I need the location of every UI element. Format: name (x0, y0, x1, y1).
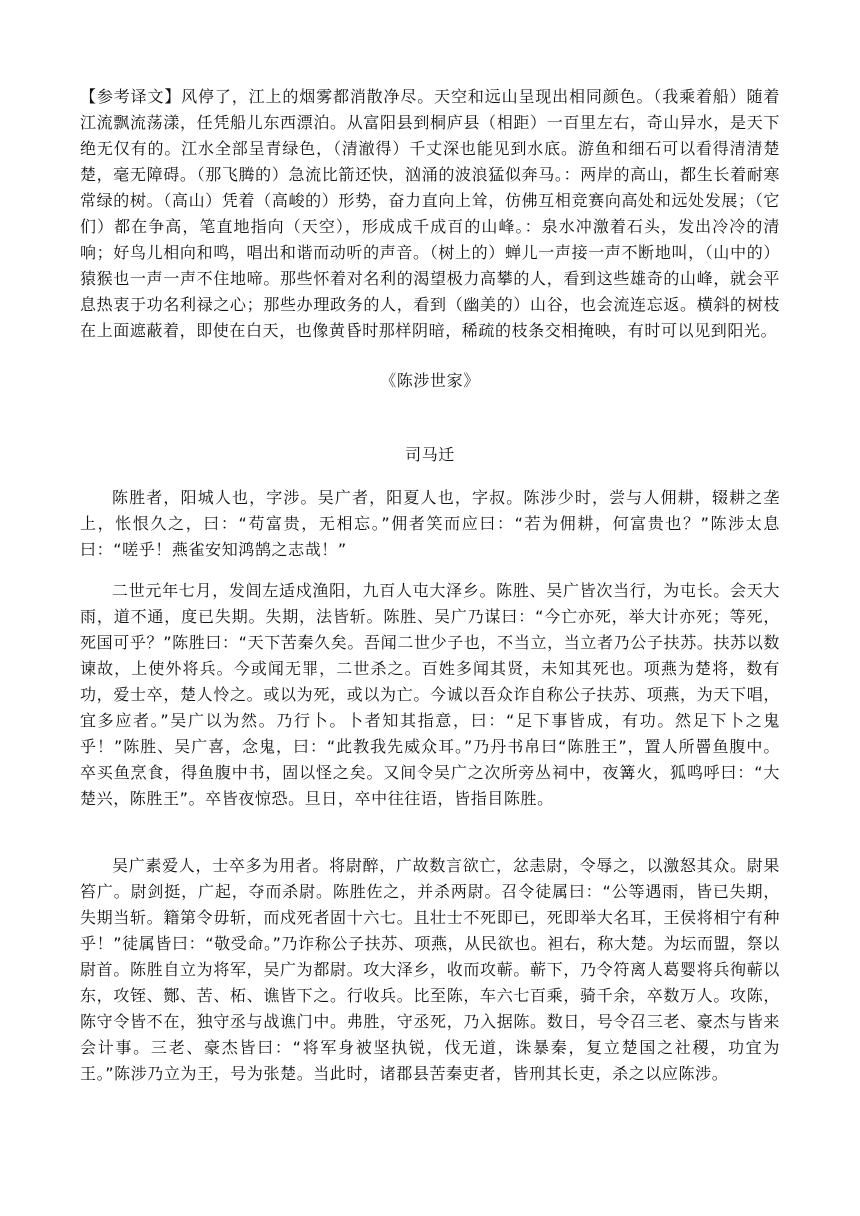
body-paragraph: 二世元年七月，发闾左适戍渔阳，九百人屯大泽乡。陈胜、吴广皆次当行，为屯长。会天大雨，道不通，度已失期。失期，法皆斩。陈胜、吴广乃谋曰：“今亡亦死，举大计亦死；等死，死国可乎？”陈胜曰：“天下苦秦久矣。吾闻二世少子也，不当立，当立者乃公子扶苏。扶苏以数谏故，上使外将兵。今或闻无罪，二世杀之。百姓多闻其贤，未知其死也。项燕为楚将，数有功，爱士卒，楚人怜之。或以为死，或以为亡。今诚以吾众诈自称公子扶苏、项燕，为天下唱，宜多应者。”吴广以为然。乃行卜。卜者知其指意，曰：“足下事皆成，有功。然足下卜之鬼乎！”陈胜、吴广喜，念鬼，曰：“此教我先威众耳。”乃丹书帛曰“陈胜王”，置人所罾鱼腹中。卒买鱼烹食，得鱼腹中书，固以怪之矣。又间令吴广之次所旁丛祠中，夜篝火，狐鸣呼曰：“大楚兴，陈胜王”。卒皆夜惊恐。旦日，卒中往往语，皆指目陈胜。 (80, 581, 780, 808)
body-paragraph: 陈胜者，阳城人也，字涉。吴广者，阳夏人也，字叔。陈涉少时，尝与人佣耕，辍耕之垄上，怅恨久之，曰：“苟富贵，无相忘。”佣者笑而应曰：“若为佣耕，何富贵也？”陈涉太息曰：“嗟乎！燕雀安知鸿鹄之志哉！” (80, 488, 780, 559)
body-paragraph: 吴广素爱人，士卒多为用者。将尉醉，广故数言欲亡，忿恚尉，令辱之，以激怒其众。尉果笞广。尉剑挺，广起，夺而杀尉。陈胜佐之，并杀两尉。召令徒属曰：“公等遇雨，皆已失期，失期当斩。籍第令毋斩，而戍死者固十六七。且壮士不死即已，死即举大名耳，王侯将相宁有种乎！”徒属皆曰：“敬受命。”乃诈称公子扶苏、项燕，从民欲也。袒右，称大楚。为坛而盟，祭以尉首。陈胜自立为将军，吴广为都尉。攻大泽乡，收而攻蕲。蕲下，乃令符离人葛婴将兵徇蕲以东，攻铚、酂、苦、柘、谯皆下之。行收兵。比至陈，车六七百乘，骑千余，卒数万人。攻陈，陈守令皆不在，独守丞与战谯门中。弗胜，守丞死，乃入据陈。数日，号令召三老、豪杰与皆来会计事。三老、豪杰皆曰：“将军身被坚执锐，伐无道，诛暴秦，复立楚国之社稷，功宜为王。”陈涉乃立为王，号为张楚。当此时，诸郡县苦秦吏者，皆刑其长吏，杀之以应陈涉。 (80, 856, 780, 1083)
article-author: 司马迁 (405, 445, 455, 464)
article-title: 《陈涉世家》 (380, 371, 480, 390)
reference-translation-paragraph: 【参考译文】风停了，江上的烟雾都消散净尽。天空和远山呈现出相同颜色。（我乘着船）随着江流飘流荡漾，任凭船儿东西漂泊。从富阳县到桐庐县（相距）一百里左右，奇山异水，是天下绝无仅有的。江水全部呈青绿色，（清澈得）千丈深也能见到水底。游鱼和细石可以看得清清楚楚，毫无障碍。（那飞腾的）急流比箭还快，汹涌的波浪猛似奔马。：两岸的高山，都生长着耐寒常绿的树。（高山）凭着（高峻的）形势，奋力直向上耸，仿佛互相竞赛向高处和远处发展；（它们）都在争高，笔直地指向（天空），形成成千成百的山峰。：泉水冲激着石头，发出冷冷的清响；好鸟儿相向和鸣，唱出和谐而动听的声音。（树上的）蝉儿一声接一声不断地叫，（山中的）猿猴也一声一声不住地啼。那些怀着对名利的渴望极力高攀的人，看到这些雄奇的山峰，就会平息热衷于功名利禄之心；那些办理政务的人，看到（幽美的）山谷，也会流连忘返。横斜的树枝在上面遮蔽着，即使在白天，也像黄昏时那样阴暗，稀疏的枝条交相掩映，有时可以见到阳光。 (80, 87, 780, 340)
